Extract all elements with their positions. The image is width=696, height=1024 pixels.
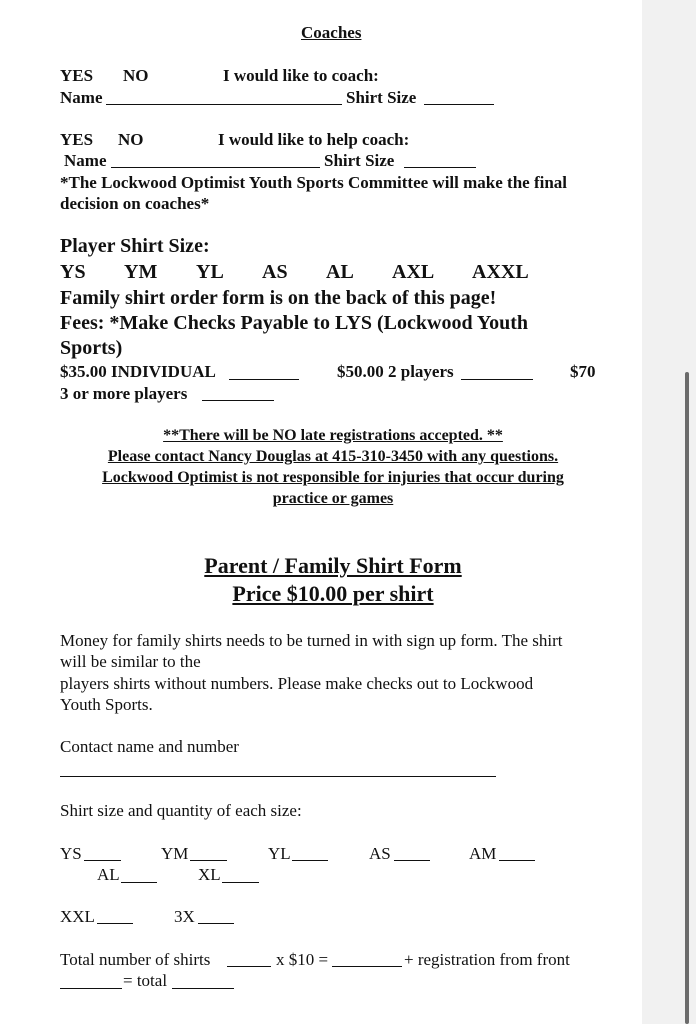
family-size-xl-field[interactable] [222, 882, 259, 883]
family-size-al-field[interactable] [121, 882, 157, 883]
total-shirts-label: Total number of shirts [60, 950, 211, 969]
size-quantity-label: Shirt size and quantity of each size: [60, 801, 302, 820]
coach-decision-note: *The Lockwood Optimist Youth Sports Committee will make the final [60, 173, 568, 192]
coach-no-option[interactable]: NO [123, 66, 149, 85]
family-size-am-field[interactable] [499, 860, 535, 861]
family-size-yl-field[interactable] [292, 860, 328, 861]
fee-two-players-field[interactable] [461, 379, 533, 380]
size-option-yl[interactable]: YL [196, 261, 224, 283]
registration-amount-field[interactable] [60, 988, 122, 989]
family-size-al-label: AL [97, 865, 120, 884]
coach-prompt: I would like to coach: [223, 66, 379, 85]
family-form-note: Family shirt order form is on the back of this page! [60, 287, 497, 309]
family-size-ys-field[interactable] [84, 860, 121, 861]
fee-three-players-field[interactable] [202, 400, 274, 401]
assistant-coach-shirt-size-field[interactable] [404, 167, 476, 168]
family-size-ys-label: YS [60, 844, 82, 863]
late-registration-notice: **There will be NO late registrations accepted. ** [163, 427, 503, 444]
scrollbar-thumb[interactable] [685, 372, 689, 1024]
coach-name-label: Name [60, 88, 103, 107]
family-form-price: Price $10.00 per shirt [232, 581, 434, 606]
family-size-am-label: AM [469, 844, 497, 863]
size-option-as[interactable]: AS [262, 261, 288, 283]
coach-name-field[interactable] [106, 104, 342, 105]
coach-shirt-size-label: Shirt Size [346, 88, 417, 107]
coach-shirt-size-field[interactable] [424, 104, 494, 105]
family-form-paragraph-4: Youth Sports. [60, 695, 153, 714]
family-form-title: Parent / Family Shirt Form [204, 553, 462, 578]
family-form-paragraph: Money for family shirts needs to be turned in with sign up form. The shirt [60, 631, 563, 650]
fee-two-players-label: $50.00 2 players [337, 362, 454, 381]
liability-notice: Lockwood Optimist is not responsible for injuries that occur during [102, 469, 564, 486]
size-option-axxl[interactable]: AXXL [472, 261, 529, 283]
fee-three-amount: $70 [570, 362, 596, 381]
contact-notice: Please contact Nancy Douglas at 415-310-3450 with any questions. [107, 448, 559, 465]
size-option-ym[interactable]: YM [124, 261, 158, 283]
family-size-xxl-field[interactable] [97, 923, 133, 924]
grand-total-field[interactable] [172, 988, 234, 989]
equals-total-label: = total [123, 971, 168, 990]
family-size-3x-label: 3X [174, 907, 195, 926]
fee-individual-field[interactable] [229, 379, 299, 380]
assistant-coach-yes-option[interactable]: YES [60, 130, 94, 149]
family-size-xxl-label: XXL [60, 907, 95, 926]
total-shirts-field[interactable] [227, 966, 271, 967]
coach-decision-note-cont: decision on coaches* [60, 194, 210, 213]
size-option-al[interactable]: AL [326, 261, 354, 283]
family-form-paragraph-2: will be similar to the [60, 652, 201, 671]
fee-three-players-label: 3 or more players [60, 384, 188, 403]
family-size-as-label: AS [369, 844, 391, 863]
times-ten-label: x $10 = [276, 950, 329, 969]
family-size-as-field[interactable] [394, 860, 430, 861]
fees-heading-cont: Sports) [60, 337, 123, 359]
player-shirt-size-label: Player Shirt Size: [60, 235, 210, 257]
family-size-yl-label: YL [268, 844, 291, 863]
family-form-paragraph-3: players shirts without numbers. Please make checks out to Lockwood [60, 674, 534, 693]
assistant-coach-name-field[interactable] [111, 167, 320, 168]
contact-name-label: Contact name and number [60, 737, 239, 756]
size-option-ys[interactable]: YS [60, 261, 86, 283]
fees-heading: Fees: *Make Checks Payable to LYS (Lockwood Youth [60, 312, 528, 334]
assistant-coach-name-label: Name [64, 151, 107, 170]
coach-yes-option[interactable]: YES [60, 66, 94, 85]
assistant-coach-no-option[interactable]: NO [118, 130, 144, 149]
family-size-ym-label: YM [161, 844, 189, 863]
family-size-xl-label: XL [198, 865, 221, 884]
size-option-axl[interactable]: AXL [392, 261, 435, 283]
fee-individual-label: $35.00 INDIVIDUAL [60, 362, 216, 381]
coaches-title: Coaches [301, 23, 362, 42]
family-size-3x-field[interactable] [198, 923, 234, 924]
assistant-coach-prompt: I would like to help coach: [218, 130, 410, 149]
shirt-cost-field[interactable] [332, 966, 402, 967]
assistant-coach-shirt-size-label: Shirt Size [324, 151, 395, 170]
liability-notice-cont: practice or games [272, 490, 394, 507]
family-size-ym-field[interactable] [190, 860, 227, 861]
plus-registration-label: + registration from front [404, 950, 570, 969]
contact-name-field[interactable] [60, 776, 496, 777]
